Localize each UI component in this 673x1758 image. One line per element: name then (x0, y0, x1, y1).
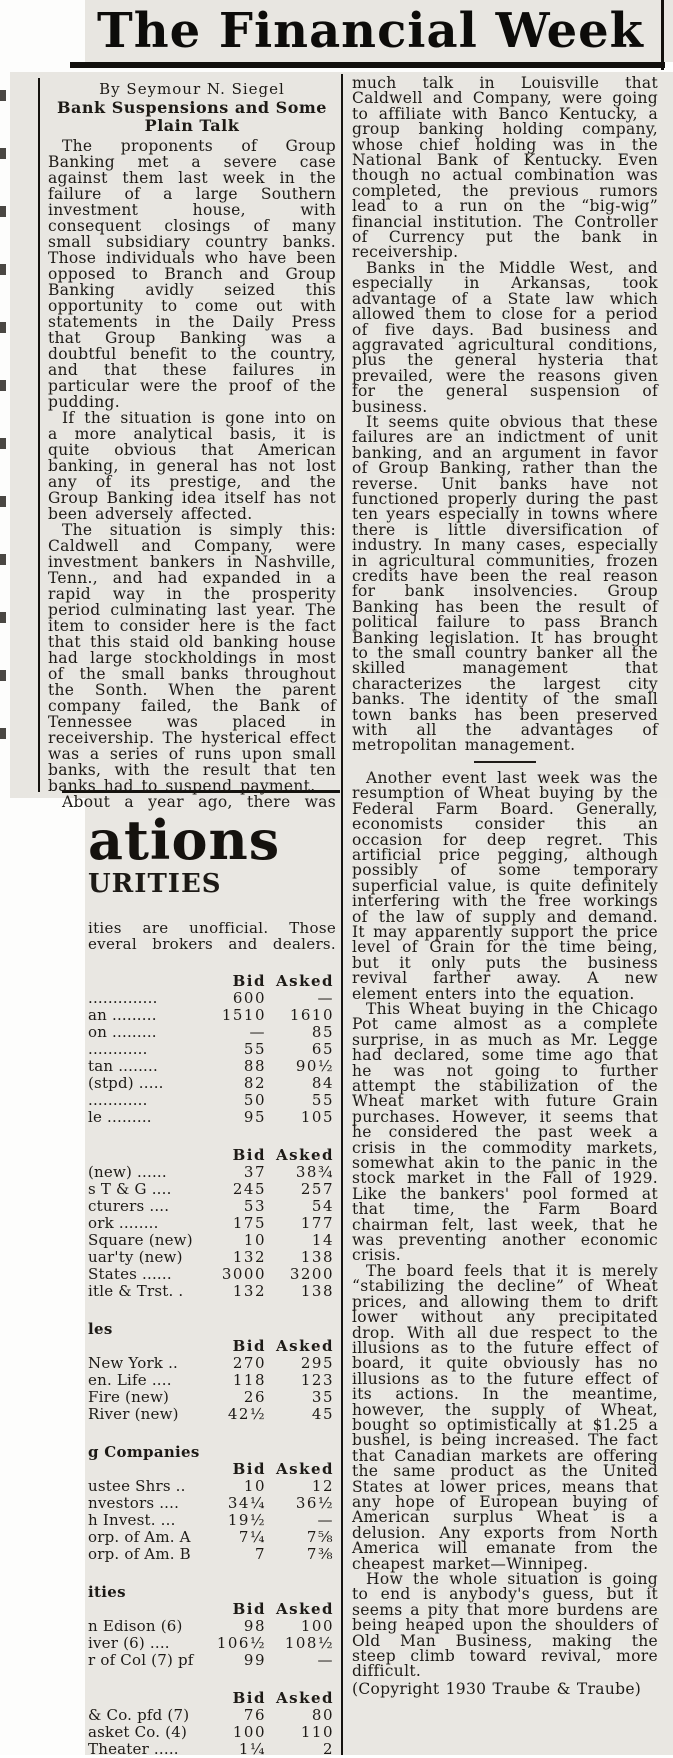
quote-row (88, 1092, 336, 1109)
security-name-fragment: an ......... (88, 1006, 157, 1024)
header-spacer (88, 1601, 208, 1618)
quote-table-header (88, 1461, 336, 1478)
page-title: The Financial Week (97, 3, 644, 59)
bid-value: 3000 (221, 1265, 266, 1283)
quote-row (88, 1741, 336, 1758)
quotations-intro (88, 920, 336, 952)
right-column-paragraphs (352, 76, 658, 754)
bid-value: 76 (243, 1706, 266, 1724)
quote-row (88, 1495, 336, 1512)
bid-value: 270 (232, 1354, 266, 1372)
header-spacer (88, 1338, 208, 1355)
paragraph: The proponents of Group Banking met a severe case against them last week in the failure of a large Southern investment house, with consequent closings of many small subsidiary country banks. Those individuals who have been opposed to Branch and Group Banking avidly seized this opportunity to come out with statements in the Daily Press that Group Banking was a doubtful benefit to the country, and that these failures in particular were the proof of the pudding. (48, 137, 336, 411)
asked-column-header: Asked (275, 1337, 334, 1355)
quote-row (88, 1041, 336, 1058)
asked-value: — (317, 1511, 334, 1529)
security-name-fragment: n Edison (6) (88, 1617, 183, 1635)
asked-column-header: Asked (275, 1689, 334, 1707)
quote-row (88, 1478, 336, 1495)
paragraph: Banks in the Middle West, and especially in Arkansas, took advantage of a State law which allowed them to close for a period of five days. Bad business and aggravated agricultural conditions, plus the general hysteria that prevailed, were the reasons given for the general suspension of business. (352, 258, 658, 416)
asked-value: 2 (322, 1740, 334, 1758)
quote-row (88, 1024, 336, 1041)
header-spacer (88, 1690, 208, 1707)
quote-row (88, 1266, 336, 1283)
security-name-fragment: Square (new) (88, 1231, 193, 1249)
security-name-fragment: itle & Trst. . (88, 1282, 184, 1300)
masthead (85, 0, 673, 62)
quote-row (88, 1109, 336, 1126)
paragraph: The board feels that it is merely “stabilizing the decline” of Wheat prices, and allowing them to drift lower without any precipitated drop. With all due respect to the illusions as to the future effect of board, it quite obviously has no illusions as to the future effect of its actions. In the meantime, however, the supply of Wheat, bought so optimistically at $1.25 a bushel, is being increased. The fact that Canadian markets are offering the same product as the United States at lower prices, means that any hope of European buying of American surplus Wheat is a delusion. Any exports from North America will emanate from the cheapest market—Winnipeg. (352, 1261, 658, 1573)
quote-row (88, 1546, 336, 1563)
asked-value: 100 (300, 1617, 334, 1635)
asked-value: 7⅝ (306, 1528, 334, 1546)
security-name-fragment: uar'ty (new) (88, 1248, 183, 1266)
quote-section (88, 1321, 336, 1423)
asked-value: — (317, 1651, 334, 1669)
quote-table-header (88, 1147, 336, 1164)
asked-value: 65 (311, 1040, 334, 1058)
security-name-fragment: States ...... (88, 1265, 172, 1283)
asked-value: 123 (300, 1371, 334, 1389)
asked-value: 257 (300, 1180, 334, 1198)
security-name-fragment: iver (6) .... (88, 1634, 170, 1652)
quote-row (88, 1232, 336, 1249)
quote-table-header (88, 1690, 336, 1707)
asked-column-header: Asked (275, 1600, 334, 1618)
security-name-fragment: nvestors .... (88, 1494, 180, 1512)
asked-column-header: Asked (275, 1146, 334, 1164)
bid-value: 175 (232, 1214, 266, 1232)
quote-table-header (88, 1338, 336, 1355)
bid-value: 245 (232, 1180, 266, 1198)
security-name-fragment: ............ (88, 1040, 148, 1058)
bid-value: 132 (232, 1248, 266, 1266)
bid-value: 95 (243, 1108, 266, 1126)
bid-value: 106½ (216, 1634, 266, 1652)
paragraph: About a year ago, there was (62, 793, 336, 811)
bid-value: 7¼ (238, 1528, 266, 1546)
bid-value: 10 (243, 1477, 266, 1495)
quote-section (88, 1690, 336, 1758)
security-name-fragment: h Invest. ... (88, 1511, 176, 1529)
bid-value: 82 (243, 1074, 266, 1092)
quote-row (88, 1372, 336, 1389)
bid-value: 19½ (227, 1511, 266, 1529)
security-name-fragment: orp. of Am. B (88, 1545, 191, 1563)
right-column-paragraphs-2 (352, 768, 658, 1681)
quotations-intro-line: ities are unofficial. Those (88, 919, 336, 937)
byline: By Seymour N. Siegel (99, 80, 285, 98)
article-heading: Bank Suspensions and Some Plain Talk (57, 98, 327, 135)
bid-value: 98 (243, 1617, 266, 1635)
quote-section (88, 1444, 336, 1563)
masthead-rule (70, 62, 665, 68)
paragraph: This Wheat buying in the Chicago Pot came almost as a complete surprise, in as much as Mr. Legge had declared, some time ago that he was not going to further attempt the stabilization of the Wheat market with future Grain purchases. However, it seems that he considered the past week a crisis in the commodity markets, somewhat akin to the panic in the stock market in the Fall of 1929. Like the bankers' pool formed at that time, the Farm Board chairman felt, last week, that he was preventing another economic crisis. (352, 999, 658, 1265)
security-name-fragment: tan ........ (88, 1057, 158, 1075)
security-name-fragment: ustee Shrs .. (88, 1477, 186, 1495)
asked-value: 54 (311, 1197, 334, 1215)
quote-row (88, 1007, 336, 1024)
security-name-fragment: (new) ...... (88, 1163, 167, 1181)
bid-column-header: Bid (232, 1146, 266, 1164)
quote-row (88, 1283, 336, 1300)
bid-value: 1510 (221, 1006, 266, 1024)
quote-sections (88, 973, 336, 1758)
quote-row (88, 1618, 336, 1635)
quote-section (88, 973, 336, 1126)
asked-value: 14 (311, 1231, 334, 1249)
asked-value: 38¾ (295, 1163, 334, 1181)
quotations-subhead-fragment: URITIES (88, 869, 222, 899)
quote-section-title: ities (88, 1583, 126, 1601)
quotations-headline-fragment: ations (88, 808, 281, 872)
asked-value: 3200 (289, 1265, 334, 1283)
asked-value: 105 (300, 1108, 334, 1126)
bid-value: — (249, 1023, 266, 1041)
asked-value: 84 (311, 1074, 334, 1092)
security-name-fragment: New York .. (88, 1354, 179, 1372)
security-name-fragment: r of Col (7) pf (88, 1651, 194, 1669)
bid-value: 26 (243, 1388, 266, 1406)
quote-row (88, 1181, 336, 1198)
asked-value: 35 (311, 1388, 334, 1406)
right-column (352, 76, 658, 1755)
quote-row (88, 1075, 336, 1092)
masthead-right-edge-rule (661, 0, 664, 70)
quote-row (88, 1724, 336, 1741)
asked-value: 295 (300, 1354, 334, 1372)
security-name-fragment: ............ (88, 1091, 148, 1109)
bid-value: 34¼ (227, 1494, 266, 1512)
quote-section-title: les (88, 1320, 113, 1338)
bid-value: 55 (243, 1040, 266, 1058)
security-name-fragment: on ......... (88, 1023, 157, 1041)
asked-value: 138 (300, 1282, 334, 1300)
security-name-fragment: ork ........ (88, 1214, 159, 1232)
left-column (48, 80, 336, 811)
bid-value: 600 (232, 989, 266, 1007)
bid-value: 118 (232, 1371, 266, 1389)
bid-value: 50 (243, 1091, 266, 1109)
quote-row (88, 1635, 336, 1652)
security-name-fragment: cturers .... (88, 1197, 170, 1215)
bid-value: 42½ (227, 1405, 266, 1423)
left-column-paragraphs (48, 138, 336, 810)
quote-table-header (88, 973, 336, 990)
security-name-fragment: (stpd) ..... (88, 1074, 164, 1092)
security-name-fragment: Fire (new) (88, 1388, 170, 1406)
bid-column-header: Bid (232, 1337, 266, 1355)
security-name-fragment: River (new) (88, 1405, 179, 1423)
left-column-rule (38, 78, 40, 792)
quote-row (88, 1652, 336, 1669)
asked-column-header: Asked (275, 972, 334, 990)
asked-value: 1610 (289, 1006, 334, 1024)
quote-row (88, 990, 336, 1007)
quote-row (88, 1406, 336, 1423)
asked-value: 138 (300, 1248, 334, 1266)
quote-row (88, 1198, 336, 1215)
header-spacer (88, 973, 208, 990)
quote-row (88, 1164, 336, 1181)
asked-value: 85 (311, 1023, 334, 1041)
scan-edge-artifacts (0, 90, 6, 780)
bid-value: 53 (243, 1197, 266, 1215)
security-name-fragment: le ......... (88, 1108, 152, 1126)
column-divider-rule (341, 74, 343, 1755)
security-name-fragment: asket Co. (4) (88, 1723, 188, 1741)
asked-value: 7⅜ (306, 1545, 334, 1563)
quote-section (88, 1147, 336, 1300)
asked-value: — (317, 989, 334, 1007)
copyright-line: (Copyright 1930 Traube & Traube) (352, 1679, 642, 1698)
paragraph: If the situation is gone into on a more analytical basis, it is quite obvious that American banking, in general has not lost any of its prestige, and the Group Banking idea itself has not been adversely affected. (48, 409, 336, 523)
quote-table-header (88, 1601, 336, 1618)
bid-value: 132 (232, 1282, 266, 1300)
security-name-fragment: Theater ..... (88, 1740, 179, 1758)
asked-value: 110 (300, 1723, 334, 1741)
security-name-fragment: s T & G .... (88, 1180, 172, 1198)
asked-value: 80 (311, 1706, 334, 1724)
security-name-fragment: en. Life .... (88, 1371, 172, 1389)
bid-column-header: Bid (232, 972, 266, 990)
quote-section (88, 1584, 336, 1669)
asked-value: 90½ (295, 1057, 334, 1075)
paragraph: How the whole situation is going to end is anybody's guess, but it seems a pity that more burdens are being heaped upon the shoulders of Old Man Business, making the steep climb toward revival, more difficult. (352, 1570, 658, 1681)
quotations-intro-line: everal brokers and dealers. (88, 935, 336, 953)
asked-value: 36½ (295, 1494, 334, 1512)
asked-value: 177 (300, 1214, 334, 1232)
bid-column-header: Bid (232, 1600, 266, 1618)
bid-value: 1¼ (238, 1740, 266, 1758)
asked-value: 108½ (284, 1634, 334, 1652)
quote-row (88, 1512, 336, 1529)
bid-value: 7 (254, 1545, 266, 1563)
security-name-fragment: & Co. pfd (7) (88, 1706, 190, 1724)
bid-value: 88 (243, 1057, 266, 1075)
quote-row (88, 1389, 336, 1406)
bid-column-header: Bid (232, 1460, 266, 1478)
bid-value: 100 (232, 1723, 266, 1741)
asked-column-header: Asked (275, 1460, 334, 1478)
quote-row (88, 1058, 336, 1075)
quotations-fragment (88, 806, 336, 1758)
bid-value: 99 (243, 1651, 266, 1669)
section-divider-rule (474, 761, 536, 763)
header-spacer (88, 1461, 208, 1478)
quote-row (88, 1529, 336, 1546)
bid-value: 37 (243, 1163, 266, 1181)
security-name-fragment: orp. of Am. A (88, 1528, 191, 1546)
paragraph: much talk in Louisville that Caldwell and Company, were going to affiliate with Banco Kentucky, a group banking holding company, whose chief holding was in the National Bank of Kentucky. Even though no actual combination was completed, the previous rumors lead to a run on the “big-wig” financial institution. The Controller of Currency put the bank in receivership. (352, 74, 658, 262)
paragraph: The situation is simply this: Caldwell and Company, were investment bankers in Nashville, Tenn., and had expanded in a rapid way in the prosperity period culminating last year. The item to consider here is the fact that this staid old banking house had large stockholdings in most of the small banks throughout the Sonth. When the parent company failed, the Bank of Tennessee was placed in receivership. The hysterical effect was a series of runs upon small banks, with the result that ten banks had to suspend payment. (48, 521, 336, 795)
header-spacer (88, 1147, 208, 1164)
asked-value: 45 (311, 1405, 334, 1423)
paragraph: It seems quite obvious that these failures are an indictment of unit banking, and an argument in favor of Group Banking, rather than the reverse. Unit banks have not functioned properly during the past ten years especially in towns where there is little diversification of industry. In many cases, especially in agricultural communities, frozen credits have been the real reason for bank insolvencies. Group Banking has been the result of political failure to pass Branch Banking legislation. It has brought to the small country banker all the skilled management that characterizes the largest city banks. The identity of the small town banks has been preserved with all the advantages of metropolitan management. (352, 412, 658, 755)
quote-row (88, 1249, 336, 1266)
quote-row (88, 1707, 336, 1724)
asked-value: 55 (311, 1091, 334, 1109)
bid-column-header: Bid (232, 1689, 266, 1707)
security-name-fragment: .............. (88, 989, 158, 1007)
quote-row (88, 1355, 336, 1372)
paragraph: Another event last week was the resumption of Wheat buying by the Federal Farm Board. Generally, economists consider this an occasion for deep regret. This artificial price pegging, although possibly of some temporary superficial value, is quite definitely interfering with the free workings of the law of supply and demand. It may apparently support the price level of Grain for the time being, but it only puts the business revival farther away. A new element enters into the equation. (352, 768, 658, 1003)
asked-value: 12 (311, 1477, 334, 1495)
bid-value: 10 (243, 1231, 266, 1249)
quote-row (88, 1215, 336, 1232)
quote-section-title: g Companies (88, 1443, 200, 1461)
